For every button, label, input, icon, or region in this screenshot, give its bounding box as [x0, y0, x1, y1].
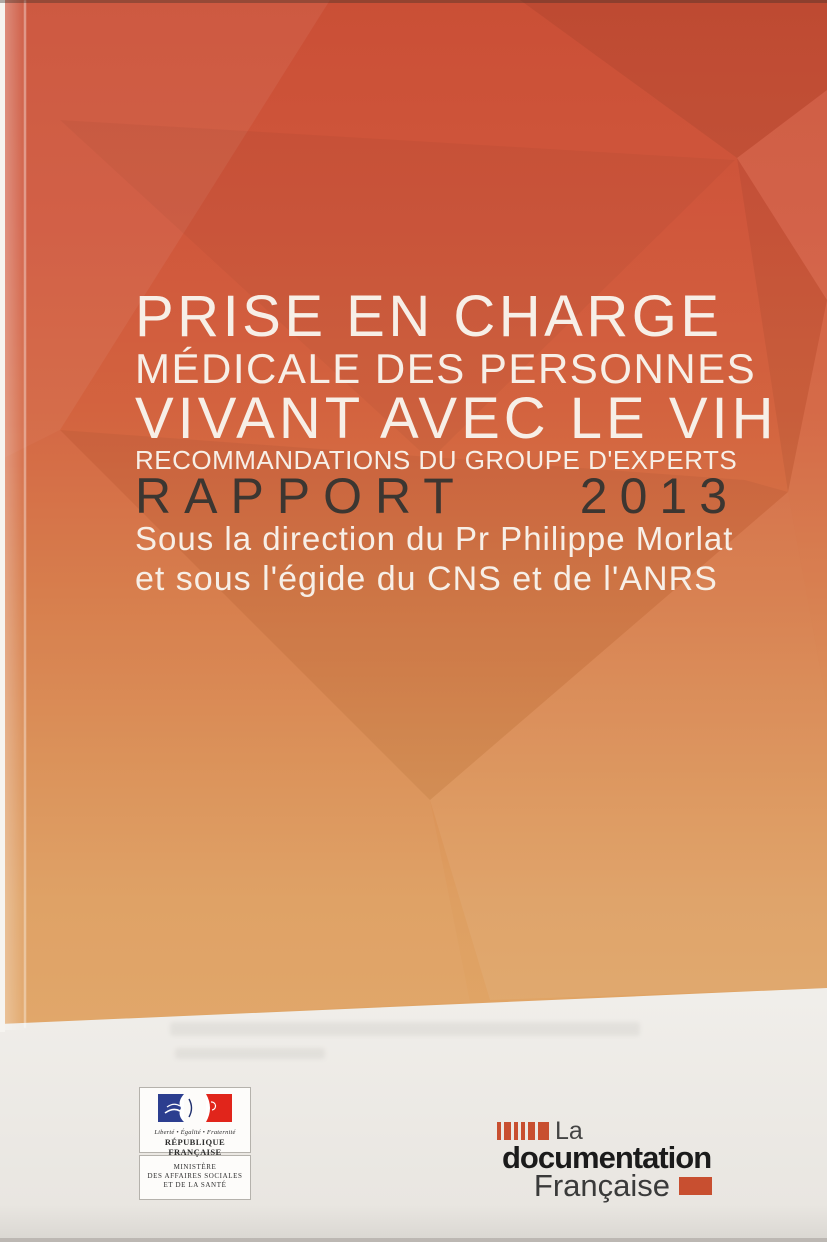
title-block [135, 284, 778, 599]
title-line-1: PRISE EN CHARGE [135, 284, 723, 349]
republique-text: RÉPUBLIQUE FRANÇAISE [164, 1137, 226, 1157]
ministry-line: ET DE LA SANTÉ [163, 1181, 227, 1189]
publisher-word-regular: Française [533, 1168, 670, 1203]
subtitle-line: RECOMMANDATIONS DU GROUPE D'EXPERTS [135, 445, 738, 475]
direction-line-2: et sous l'égide du CNS et de l'ANRS [135, 560, 718, 598]
ministry-line: MINISTÈRE [173, 1163, 217, 1171]
report-year-line [135, 468, 739, 524]
showthrough-text-bar [175, 1048, 325, 1059]
publisher-la: La [555, 1117, 583, 1145]
publisher-accent-rect [679, 1177, 712, 1195]
title-line-3: VIVANT AVEC LE VIH [135, 386, 778, 451]
marianne-flag-icon [158, 1094, 232, 1122]
showthrough-text-bar [170, 1022, 640, 1036]
publisher-logo-row3 [497, 1168, 712, 1203]
report-word: RAPPORT [135, 468, 467, 524]
photo-bottom-edge [0, 1238, 827, 1242]
publisher-logo-row1 [497, 1117, 712, 1145]
barcode-icon [497, 1122, 549, 1140]
publisher-word-bold: documentation [502, 1140, 712, 1175]
report-year: 2013 [579, 468, 739, 524]
publisher-logo [497, 1117, 712, 1203]
ministry-line: DES AFFAIRES SOCIALES [147, 1172, 243, 1180]
republique-francaise-box [139, 1087, 251, 1157]
title-line-2: MÉDICALE DES PERSONNES [135, 345, 757, 392]
motto-text: Liberté • Égalité • Fraternité [154, 1129, 236, 1136]
spine-crease-line [24, 0, 26, 1028]
photo-top-edge [0, 0, 827, 3]
ministry-logo [139, 1087, 251, 1200]
ministry-name-box [139, 1155, 251, 1200]
direction-line-1: Sous la direction du Pr Philippe Morlat [135, 520, 734, 557]
